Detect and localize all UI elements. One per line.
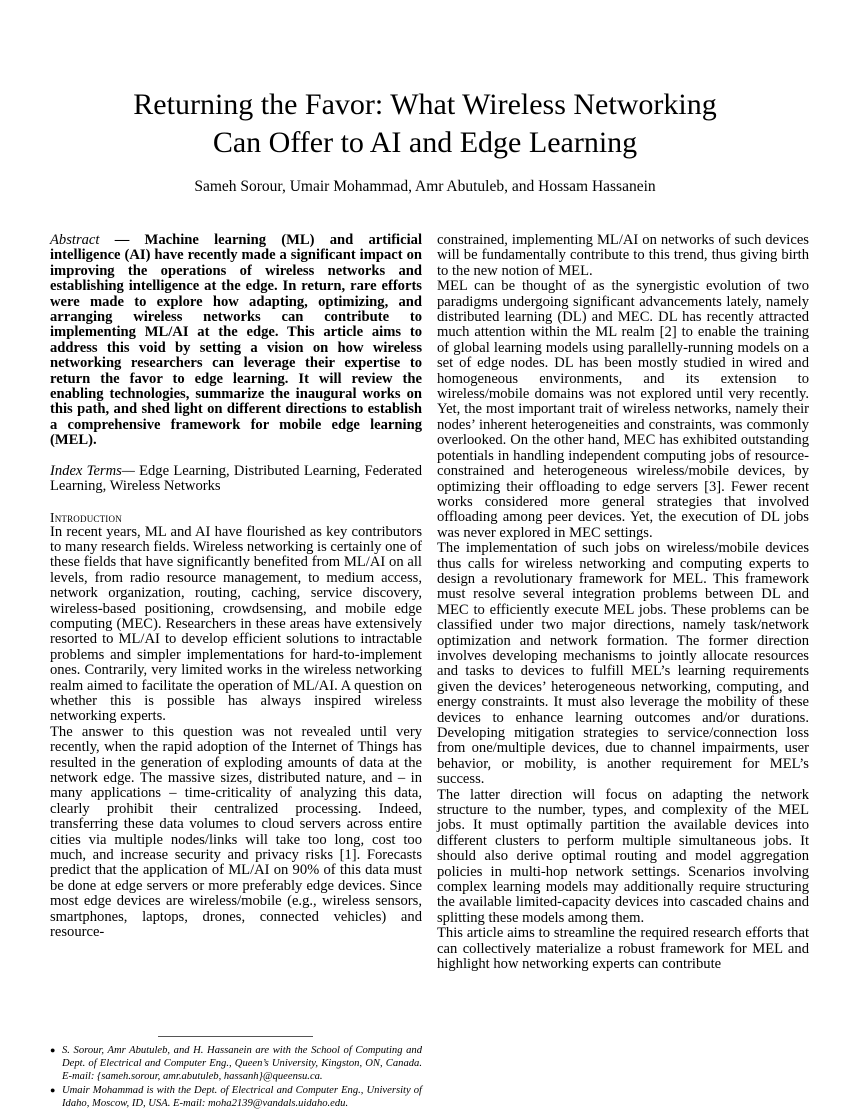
left-column [50,233,422,940]
body-paragraph: The latter direction will focus on adapting the network structure to the number, types, and complexity of the MEL jobs. It must optimally partition the available devices into different clusters to perform multiple simultaneous jobs. It should also derive optimal routing and model aggregation policies in multi-hop network settings. Scenarios involving complex learning models may additionally require structuring the available limited-capacity devices into cascaded chains and splitting these models among them. [437,786,809,926]
abstract [50,233,422,449]
body-paragraph: MEL can be thought of as the synergistic evolution of two paradigms undergoing significant advancements lately, namely distributed learning (DL) and MEC. DL has recently attracted much attention within the ML realm [2] to enable the training of global learning models using parallelly-running models on a set of edge nodes. DL has been mostly studied in wired and homogeneous environments, and its extension to wireless/mobile domains was not explored until very recently. Yet, the most important trait of wireless networks, namely their nodes’ inherent heterogeneities and constraints, was commonly overlooked. On the other hand, MEC has exhibited outstanding potentials in handling independent computing jobs of resource-constrained and heterogeneous wireless/mobile devices, by optimizing their offloading to edge servers [3]. Fewer recent works considered more general strategies that involved offloading among peer devices. Yet, the execution of DL jobs was never explored in MEC settings. [437,278,809,541]
index-terms-label: Index Terms— [50,462,135,479]
body-paragraph: The answer to this question was not revealed until very recently, when the rapid adoption of the Internet of Things has resulted in the generation of exploding amounts of data at the network edge. The massive sizes, distributed nature, and – in many applications – time-criticality of analyzing this data, clearly prohibit their centralized processing. Indeed, transferring these data volumes to cloud servers across entire cities via multiple nodes/links will take too long, cost too much, and increase security and privacy risks [1]. Forecasts predict that the application of ML/AI on 90% of this data must be done at edge servers or more preferably edge devices. Since most edge devices are wireless/mobile (e.g., wireless sensors, smartphones, laptops, drones, connected vehicles) and resource- [50,723,422,941]
paper-title [40,86,810,162]
title-line-2: Can Offer to AI and Edge Learning [212,126,638,159]
body-paragraph: constrained, implementing ML/AI on networks of such devices will be fundamentally contribute to this trend, thus giving birth to the new notion of MEL. [437,232,809,279]
index-terms-text: Edge Learning, Distributed Learning, Federated Learning, Wireless Networks [50,462,422,495]
author-list: Sameh Sorour, Umair Mohammad, Amr Abutuleb, and Hossam Hassanein [194,178,656,195]
title-line-1: Returning the Favor: What Wireless Networking [133,88,717,121]
footnotes [50,1044,422,1110]
body-paragraph: In recent years, ML and AI have flourished as key contributors to many research fields. Wireless networking is certainly one of these fields that have significantly benefited from ML/AI on all levels, from radio resource management, to medium access, network organization, routing, caching, service discovery, wireless-based positioning, crowdsensing, and mobile edge computing (MEC). Researchers in these areas have extensively resorted to ML/AI to develop efficient solutions to intractable problems and simpler implementations for hard-to-implement ones. Contrarily, very limited works in the wireless networking realm aimed to facilitate the operation of ML/AI. A question on whether this is possible has always inspired wireless networking experts. [50,523,422,725]
index-terms [50,464,422,495]
abstract-label: Abstract [50,232,100,248]
section-heading-introduction: Introduction [50,509,122,525]
footnote-item [50,1084,422,1110]
footnote-item [50,1044,422,1084]
footnote-text: S. Sorour, Amr Abutuleb, and H. Hassanein are with the School of Computing and Dept. of Electrical and Computer Eng., Queen’s University, Kingston, ON, Canada. E-mail: {sameh.sorour, amr.abutuleb, hassanh}@queensu.ca. [62,1045,422,1083]
body-paragraph: This article aims to streamline the required research efforts that can collectively materialize a robust framework for MEL and highlight how networking experts can contribute [437,925,809,973]
footnote-divider [158,1036,313,1037]
bullet-icon: ● [50,1084,56,1095]
right-column [437,233,809,973]
bullet-icon: ● [50,1045,56,1055]
abstract-text: — Machine learning (ML) and artificial intelligence (AI) have recently made a significant impact on improving the operations of wireless networks and establishing intelligence at the edge. In return, rare efforts were made to explore how adapting, optimizing, and arranging wireless networks can contribute to implementing ML/AI at the edge. This article aims to address this void by setting a vision on how wireless networking researchers can leverage their expertise to return the favor to edge learning. It will review the enabling technologies, summarize the inaugural works on this path, and shed light on different directions to establish a comprehensive framework for mobile edge learning (MEL). [50,232,422,449]
body-paragraph: The implementation of such jobs on wireless/mobile devices thus calls for wireless networking and computing experts to design a revolutionary framework for MEL. This framework must resolve several integration problems between DL and MEC to efficiently execute MEL jobs. These problems can be classified under two major directions, namely task/network optimization and network formation. The former direction involves developing mechanisms to jointly allocate resources and tasks to devices to fulfill MEL’s learning requirements given the devices’ heterogeneous networking, computing, and energy constraints. It must also leverage the mobility of these devices to enhance learning outcomes and/or durations. Developing mitigation strategies to service/connection loss from one/multiple devices, due to channel impairments, user behavior, or mobility, is another requirement for MEL’s success. [437,540,809,788]
footnote-text: Umair Mohammad is with the Dept. of Electrical and Computer Eng., University of Idaho, Moscow, ID, USA. E-mail: moha2139@vandals.uidaho.edu. [62,1084,422,1109]
